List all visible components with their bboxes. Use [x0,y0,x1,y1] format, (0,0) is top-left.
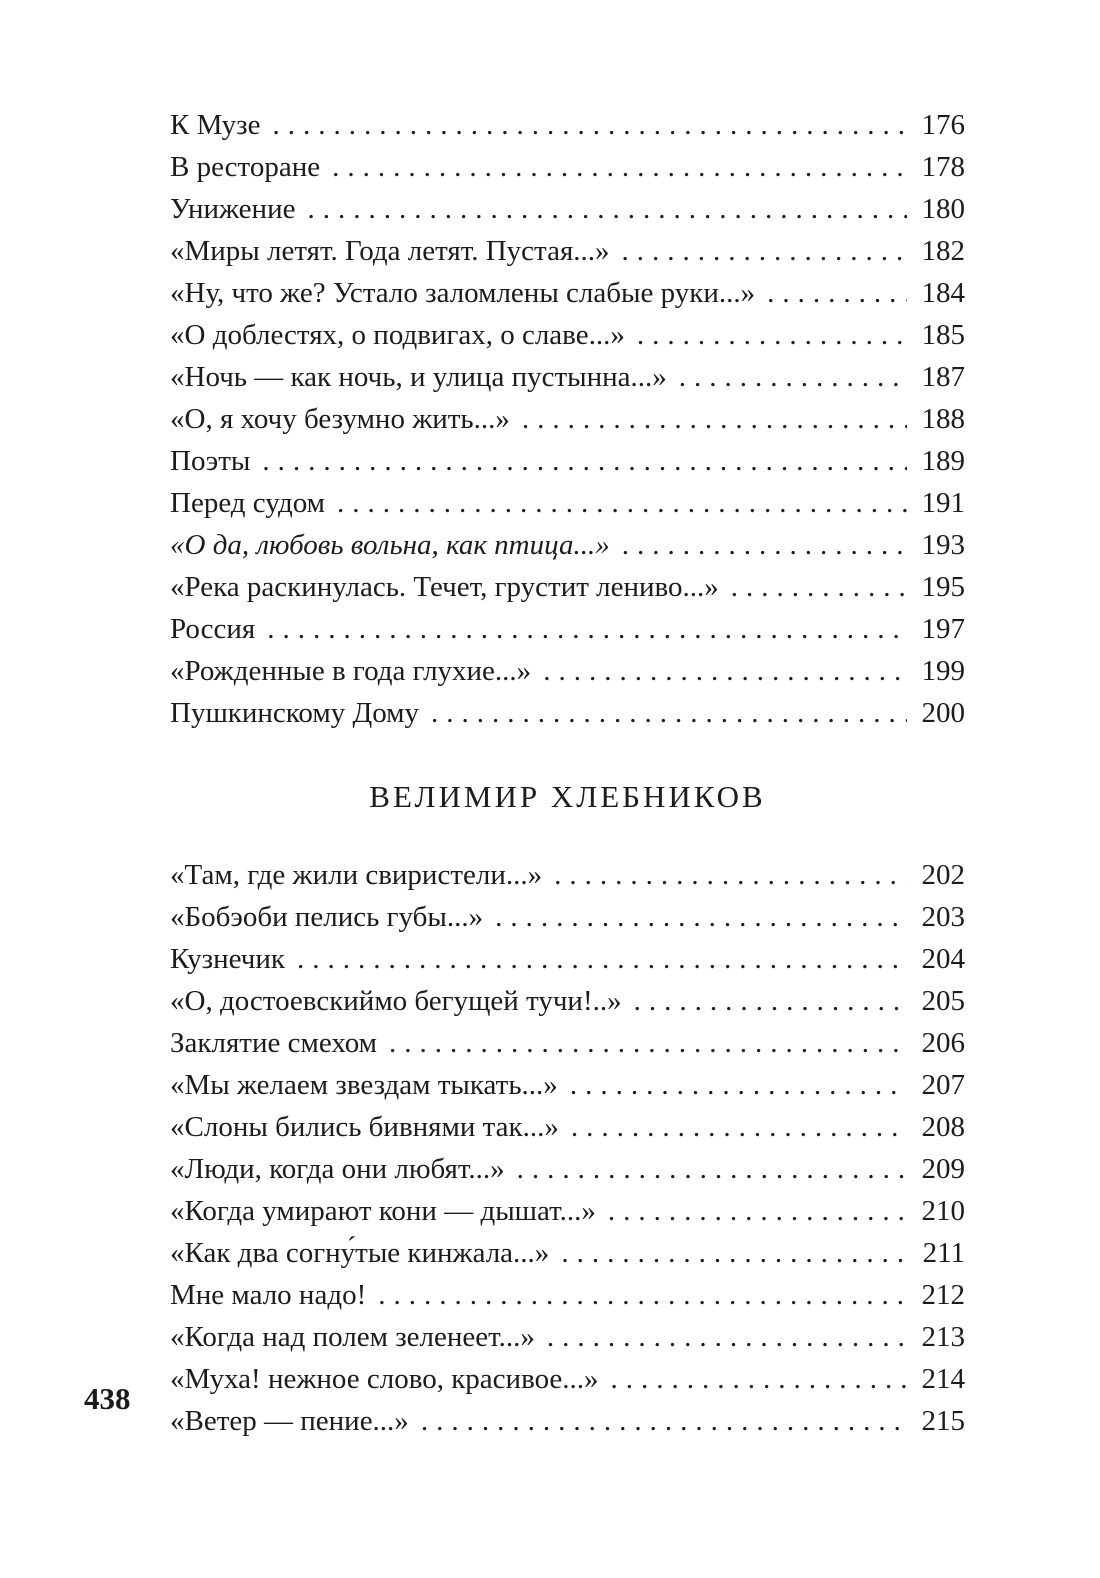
toc-entry-row [170,692,965,734]
toc-entry-page-number: 184 [921,277,965,309]
toc-entry-title: «Как два согну́тые кинжала...» [170,1237,550,1269]
dot-leader [571,1106,907,1148]
toc-entry-page-number: 180 [921,193,965,225]
toc-entry-title: «Когда над полем зеленеет...» [170,1321,535,1353]
toc-entry-title: «Рожденные в года глухие...» [170,655,532,687]
dot-leader [297,938,907,980]
toc-entry-page-number: 203 [921,901,965,933]
toc-entry-title: Заклятие смехом [170,1027,378,1059]
toc-entry-title: «Муха! нежное слово, красивое...» [170,1363,599,1395]
toc-entry-title: «Люди, когда они любят...» [170,1153,505,1185]
dot-leader [332,146,907,188]
toc-entry-row [170,980,965,1022]
dot-leader [767,272,907,314]
toc-entry-page-number: 185 [921,319,965,351]
toc-entry-row [170,146,965,188]
toc-entry-row [170,1400,965,1442]
toc-section-blok-entries [170,104,965,734]
dot-leader [570,1064,907,1106]
toc-entry-row [170,104,965,146]
section-heading-author: ВЕЛИМИР ХЛЕБНИКОВ [369,779,766,814]
dot-leader [679,356,907,398]
toc-entry-row [170,314,965,356]
toc-entry-page-number: 204 [921,943,965,975]
toc-entry-page-number: 215 [921,1405,965,1437]
toc-entry-row [170,854,965,896]
toc-entry-title: «О да, любовь вольна, как птица...» [170,529,610,561]
toc-entry-page-number: 207 [921,1069,965,1101]
toc-entry-title: «Когда умирают кони — дышат...» [170,1195,596,1227]
toc-entry-title: «Ну, что же? Устало заломлены слабые руки...» [170,277,756,309]
toc-entry-page-number: 176 [921,109,965,141]
toc-entry-title: «Бобэоби пелись губы...» [170,901,484,933]
toc-entry-row [170,608,965,650]
toc-entry-title: Унижение [170,193,296,225]
toc-entry-row [170,896,965,938]
toc-section-khlebnikov-entries [170,854,965,1442]
dot-leader [622,524,907,566]
toc-entry-row [170,1106,965,1148]
toc-entry-title: «Река раскинулась. Течет, грустит лениво...» [170,571,719,603]
toc-entry-page-number: 206 [921,1027,965,1059]
dot-leader [378,1274,907,1316]
page-number-folio: 438 [84,1381,131,1416]
toc-entry-title: Пушкинскому Дому [170,697,420,729]
toc-entry-title: В ресторане [170,151,321,183]
dot-leader [337,482,907,524]
toc-entry-page-number: 187 [921,361,965,393]
toc-entry-row [170,524,965,566]
dot-leader [561,1232,907,1274]
toc-entry-title: «Слоны бились бивнями так...» [170,1111,559,1143]
toc-entry-title: «Ветер — пение...» [170,1405,409,1437]
dot-leader [431,692,907,734]
toc-entry-title: «О доблестях, о подвигах, о славе...» [170,319,625,351]
toc-entry-row [170,440,965,482]
dot-leader [307,188,907,230]
dot-leader [543,650,907,692]
toc-entry-page-number: 214 [921,1363,965,1395]
toc-entry-page-number: 213 [921,1321,965,1353]
dot-leader [272,104,907,146]
toc-entry-title: Кузнечик [170,943,285,975]
toc-entry-title: «Мы желаем звездам тыкать...» [170,1069,558,1101]
toc-entry-row [170,272,965,314]
toc-entry-title: К Музе [170,109,261,141]
toc-entry-page-number: 188 [921,403,965,435]
dot-leader [634,980,907,1022]
toc-entry-row [170,230,965,272]
toc-entry-title: «Миры летят. Года летят. Пустая...» [170,235,610,267]
toc-entry-title: Мне мало надо! [170,1279,367,1311]
toc-entry-title: Россия [170,613,256,645]
toc-entry-page-number: 200 [921,697,965,729]
toc-entry-row [170,1148,965,1190]
toc-entry-page-number: 189 [921,445,965,477]
dot-leader [554,854,907,896]
toc-entry-title: Перед судом [170,487,326,519]
dot-leader [262,440,907,482]
dot-leader [608,1190,907,1232]
toc-entry-page-number: 191 [921,487,965,519]
toc-entry-page-number: 199 [921,655,965,687]
toc-entry-page-number: 178 [921,151,965,183]
dot-leader [731,566,907,608]
dot-leader [522,398,907,440]
dot-leader [637,314,907,356]
table-of-contents [170,104,965,1442]
toc-entry-row [170,1064,965,1106]
toc-entry-title: «Ночь — как ночь, и улица пустынна...» [170,361,667,393]
toc-entry-row [170,1274,965,1316]
toc-entry-page-number: 208 [921,1111,965,1143]
toc-entry-page-number: 202 [921,859,965,891]
toc-entry-page-number: 210 [921,1195,965,1227]
toc-entry-page-number: 197 [921,613,965,645]
toc-entry-title: «Там, где жили свиристели...» [170,859,543,891]
toc-entry-title: «О, я хочу безумно жить...» [170,403,510,435]
toc-entry-page-number: 195 [921,571,965,603]
toc-entry-row [170,566,965,608]
dot-leader [547,1316,907,1358]
dot-leader [267,608,907,650]
dot-leader [389,1022,907,1064]
toc-entry-row [170,1190,965,1232]
toc-entry-row [170,1232,965,1274]
toc-entry-row [170,650,965,692]
toc-entry-row [170,938,965,980]
toc-entry-page-number: 212 [921,1279,965,1311]
toc-entry-row [170,188,965,230]
toc-entry-page-number: 182 [921,235,965,267]
toc-entry-page-number: 211 [922,1237,965,1269]
dot-leader [611,1358,907,1400]
toc-entry-row [170,356,965,398]
toc-entry-row [170,1358,965,1400]
toc-entry-row [170,398,965,440]
dot-leader [421,1400,907,1442]
toc-entry-row [170,1022,965,1064]
toc-entry-page-number: 193 [921,529,965,561]
dot-leader [622,230,907,272]
toc-entry-page-number: 209 [921,1153,965,1185]
dot-leader [495,896,907,938]
toc-entry-title: «О, достоевскиймо бегущей тучи!..» [170,985,622,1017]
dot-leader [517,1148,907,1190]
toc-entry-title: Поэты [170,445,251,477]
toc-entry-page-number: 205 [921,985,965,1017]
toc-entry-row [170,1316,965,1358]
toc-entry-row [170,482,965,524]
